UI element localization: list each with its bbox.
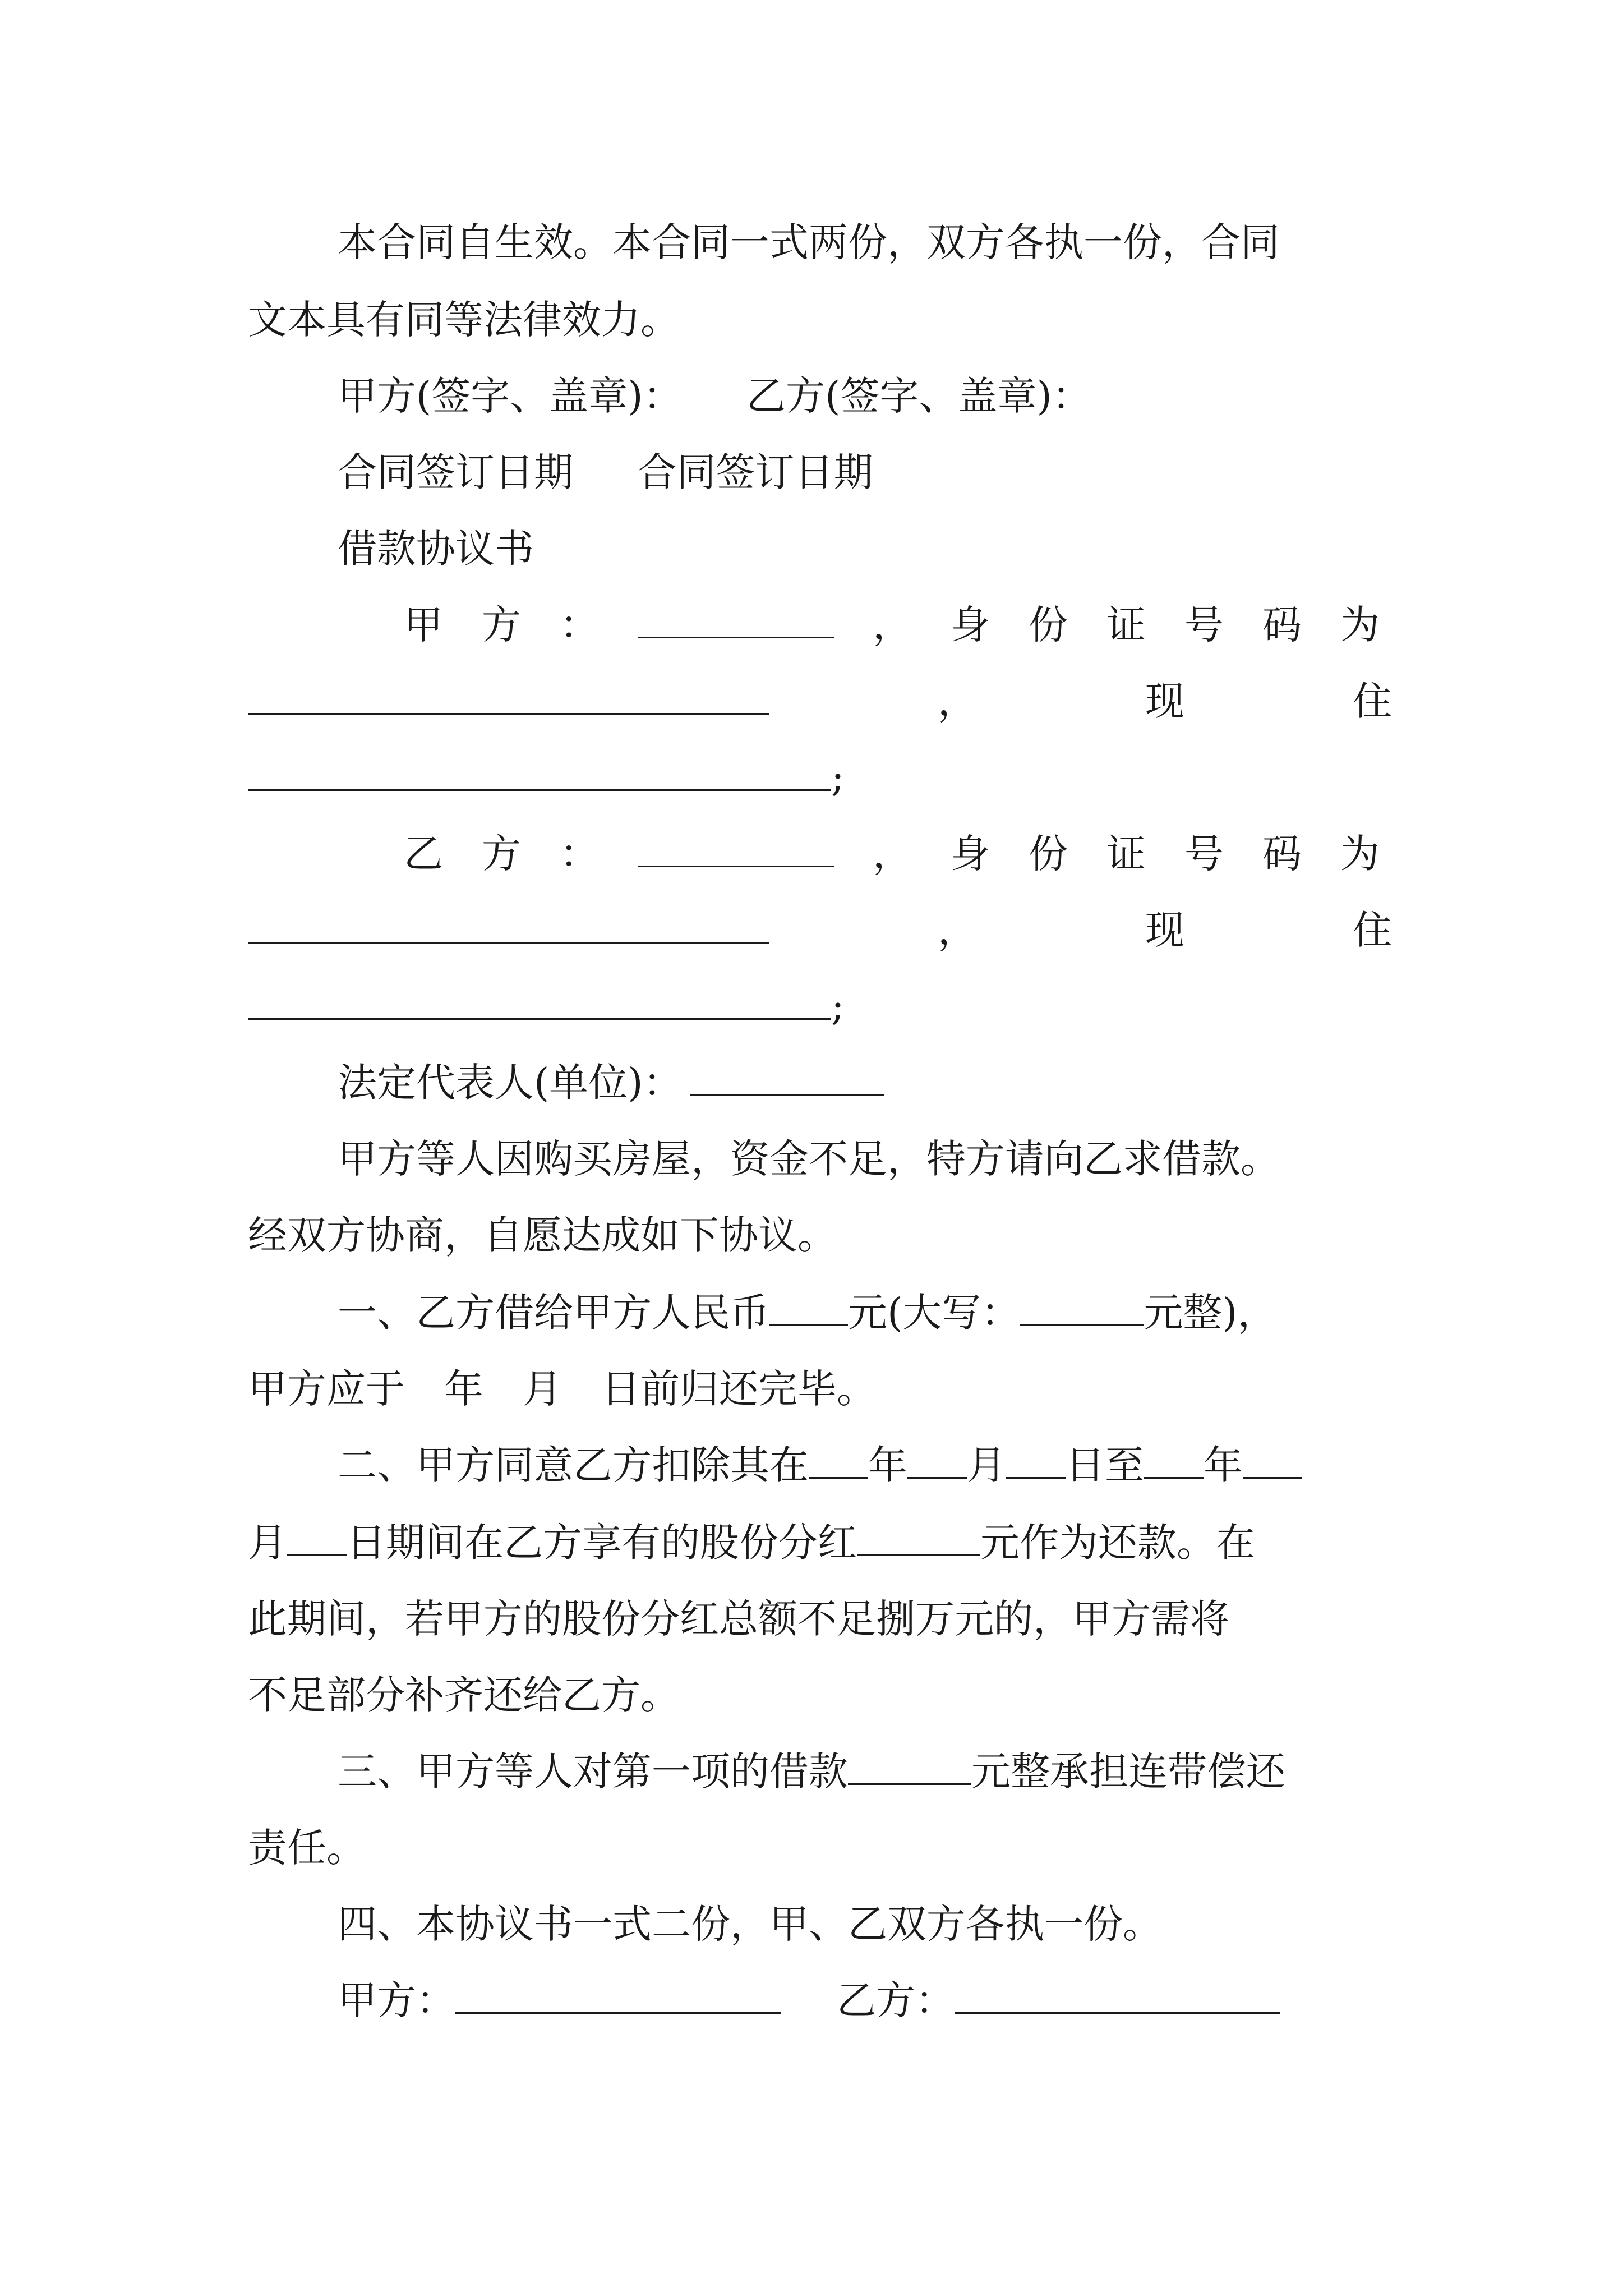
id-char: 号 bbox=[1184, 602, 1224, 648]
id-char: 码 bbox=[1262, 602, 1302, 648]
party-a-char: 方 bbox=[482, 602, 521, 648]
semicolon: ; bbox=[831, 983, 845, 1029]
party-b-id-blank[interactable] bbox=[248, 909, 769, 944]
clause-2-cont3 bbox=[248, 1667, 1392, 1723]
id-char: 证 bbox=[1106, 831, 1146, 877]
legal-rep-blank[interactable] bbox=[690, 1062, 884, 1096]
clause-1-text-c: 元整)， bbox=[1144, 1290, 1277, 1336]
legal-representative-row bbox=[338, 1055, 1482, 1111]
text-effective-line2: 文本具有同等法律效力。 bbox=[248, 297, 680, 343]
party-b-sign-label: 乙方： bbox=[837, 1977, 955, 2023]
clause-2-year2: 年 bbox=[1204, 1442, 1243, 1488]
id-char: 号 bbox=[1184, 831, 1224, 877]
text-effective-line1: 本合同自生效。本合同一式两份，双方各执一份，合同 bbox=[338, 219, 1280, 265]
semicolon: ; bbox=[831, 754, 845, 800]
party-b-char: ： bbox=[560, 831, 599, 877]
reason-paragraph-cont bbox=[248, 1207, 1392, 1263]
clause-1-text-b: 元(大写： bbox=[848, 1290, 1021, 1336]
party-b-char: 乙 bbox=[404, 831, 443, 877]
party-a-char: 甲 bbox=[404, 602, 443, 648]
clause-1-cont bbox=[248, 1361, 1392, 1417]
id-char: 身 bbox=[951, 831, 990, 877]
party-a-char: ： bbox=[560, 602, 599, 648]
clause-4-text: 四、本协议书一式二份，甲、乙双方各执一份。 bbox=[338, 1901, 1162, 1947]
paragraph-effective-cont bbox=[248, 292, 1392, 348]
clause-3 bbox=[338, 1743, 1482, 1800]
comma: ， bbox=[873, 602, 912, 648]
comma: ， bbox=[873, 831, 912, 877]
agreement-title bbox=[338, 521, 1482, 577]
clause-4 bbox=[338, 1896, 1482, 1952]
id-char: 份 bbox=[1029, 831, 1068, 877]
id-char: 为 bbox=[1340, 831, 1380, 877]
live-char: 住 bbox=[1353, 678, 1392, 724]
id-char: 为 bbox=[1340, 602, 1380, 648]
party-a-id-blank[interactable] bbox=[248, 680, 769, 715]
amount-uppercase-blank[interactable] bbox=[1020, 1292, 1144, 1326]
id-char: 码 bbox=[1262, 831, 1302, 877]
date-blank[interactable] bbox=[287, 1522, 347, 1556]
clause-2-month: 月 bbox=[967, 1442, 1006, 1488]
guarantee-amount-blank[interactable] bbox=[848, 1751, 971, 1785]
signature-row bbox=[338, 1972, 1482, 2028]
party-b-address-blank[interactable] bbox=[248, 986, 831, 1020]
date-blank[interactable] bbox=[809, 1444, 868, 1479]
id-char: 证 bbox=[1106, 602, 1146, 648]
party-a-sign-label: 甲方： bbox=[338, 1977, 455, 2023]
party-a-signing-date: 合同签订日期 bbox=[338, 449, 573, 495]
clause-2-cont2 bbox=[248, 1591, 1392, 1647]
clause-2-year: 年 bbox=[868, 1442, 907, 1488]
clause-2-shortfall: 此期间，若甲方的股份分红总额不足捌万元的，甲方需将 bbox=[248, 1596, 1229, 1642]
party-a-info bbox=[404, 597, 1380, 653]
clause-2 bbox=[338, 1437, 1482, 1493]
party-b-signature-label: 乙方(签字、盖章)： bbox=[746, 373, 1091, 419]
title-text: 借款协议书 bbox=[338, 526, 534, 572]
id-char: 身 bbox=[951, 602, 990, 648]
id-char: 份 bbox=[1029, 602, 1068, 648]
date-blank[interactable] bbox=[907, 1444, 967, 1479]
dividend-amount-blank[interactable] bbox=[857, 1522, 980, 1556]
date-blank[interactable] bbox=[1243, 1444, 1302, 1479]
party-b-signing-date: 合同签订日期 bbox=[637, 449, 873, 495]
live-char: 现 bbox=[1145, 678, 1184, 724]
comma: ， bbox=[938, 678, 977, 724]
date-blank[interactable] bbox=[1006, 1444, 1066, 1479]
reason-line2: 经双方协商，自愿达成如下协议。 bbox=[248, 1212, 837, 1258]
party-a-address-blank[interactable] bbox=[248, 757, 831, 791]
clause-2-day-to: 日至 bbox=[1066, 1442, 1144, 1488]
date-blank[interactable] bbox=[1144, 1444, 1204, 1479]
party-a-sign-blank[interactable] bbox=[455, 1980, 781, 2014]
clause-1 bbox=[338, 1285, 1482, 1341]
party-a-id-row bbox=[248, 673, 1392, 729]
party-b-sign-blank[interactable] bbox=[955, 1980, 1280, 2014]
party-a-address-row bbox=[248, 749, 1392, 806]
clause-2-month2: 月 bbox=[248, 1520, 287, 1566]
reason-line1: 甲方等人因购买房屋，资金不足，特方请向乙求借款。 bbox=[338, 1136, 1280, 1182]
party-b-name-blank[interactable] bbox=[638, 833, 834, 867]
clause-3-responsibility: 责任。 bbox=[248, 1825, 366, 1871]
clause-2-dividend: 日期间在乙方享有的股份分红 bbox=[347, 1520, 857, 1566]
signing-date-row bbox=[338, 444, 1482, 500]
comma: ， bbox=[938, 907, 977, 953]
clause-2-cont bbox=[248, 1515, 1392, 1571]
party-b-info bbox=[404, 826, 1380, 882]
clause-2-repayment: 元作为还款。在 bbox=[980, 1520, 1255, 1566]
live-char: 现 bbox=[1145, 907, 1184, 953]
party-b-char: 方 bbox=[482, 831, 521, 877]
live-char: 住 bbox=[1353, 907, 1392, 953]
reason-paragraph bbox=[338, 1131, 1482, 1187]
party-b-address-row bbox=[248, 978, 1392, 1034]
party-b-id-row bbox=[248, 902, 1392, 958]
clause-2-text-a: 二、甲方同意乙方扣除其在 bbox=[338, 1442, 809, 1488]
amount-blank[interactable] bbox=[769, 1292, 848, 1326]
clause-3-text-b: 元整承担连带偿还 bbox=[971, 1749, 1285, 1795]
clause-3-text-a: 三、甲方等人对第一项的借款 bbox=[338, 1749, 848, 1795]
clause-3-cont bbox=[248, 1820, 1392, 1876]
clause-1-due-date: 甲方应于 年 月 日前归还完毕。 bbox=[248, 1366, 876, 1412]
party-a-signature-label: 甲方(签字、盖章)： bbox=[338, 373, 683, 419]
clause-1-text-a: 一、乙方借给甲方人民币 bbox=[338, 1290, 769, 1336]
signature-header bbox=[338, 368, 1482, 424]
paragraph-effective bbox=[338, 214, 1392, 270]
clause-2-make-up: 不足部分补齐还给乙方。 bbox=[248, 1672, 680, 1718]
party-a-name-blank[interactable] bbox=[638, 604, 834, 638]
legal-rep-label: 法定代表人(单位)： bbox=[338, 1060, 683, 1106]
